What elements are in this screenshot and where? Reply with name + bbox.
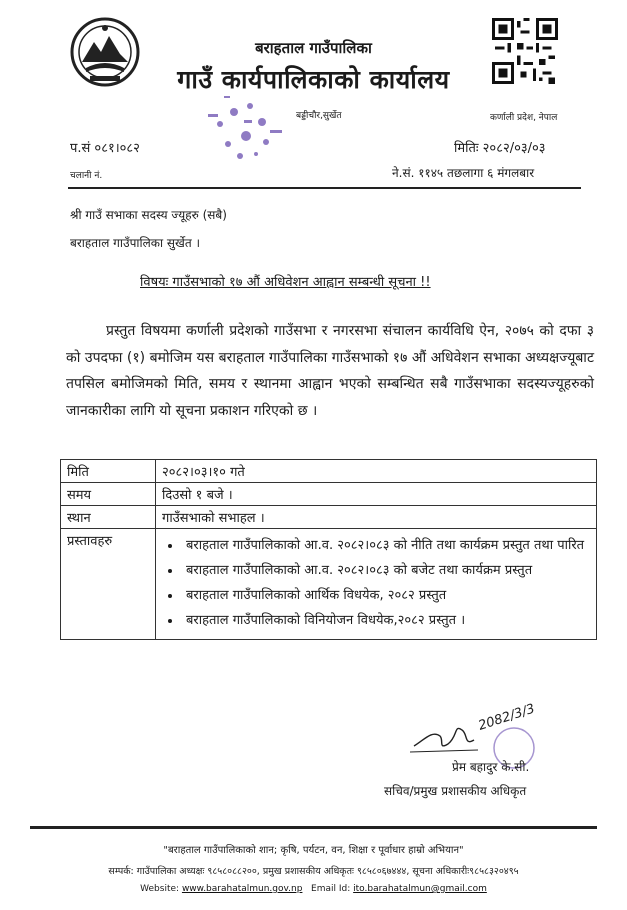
proposals-label: प्रस्तावहरु	[61, 529, 156, 640]
email-link[interactable]: ito.barahatalmun@gmail.com	[353, 884, 487, 894]
signatory-name: प्रेम बहादुर के.सी.	[452, 760, 530, 774]
issue-date: मितिः २०८२/०३/०३	[454, 141, 546, 156]
proposals-cell	[156, 529, 597, 640]
nepal-samvat-date: ने.सं. ११४५ तछलागा ६ मंगलबार	[392, 166, 535, 180]
proposals-list	[162, 533, 590, 633]
list-item: • बराहताल गाउँपालिकाको विनियोजन विधयेक,२०८२ प्रस्तुत ।	[182, 608, 590, 633]
office-title: गाउँ कार्यपालिकाको कार्यालय	[177, 65, 450, 94]
list-item: • बराहताल गाउँपालिकाको आर्थिक विधयेक, २०८२ प्रस्तुत	[182, 583, 590, 608]
list-item: • बराहताल गाउँपालिकाको आ.व. २०८२।०८३ को बजेट तथा कार्यक्रम प्रस्तुत	[182, 558, 590, 583]
signatory-title: सचिव/प्रमुख प्रशासकीय अधिकृत	[384, 784, 527, 798]
email-label: Email Id:	[311, 884, 351, 894]
recipient-line-2: बराहताल गाउँपालिका सुर्खेत ।	[70, 236, 201, 250]
footer-divider	[30, 826, 597, 829]
footer-contact: सम्पर्क: गाउँपालिका अध्यक्षः ९८५८०८८२००, प्रमुख प्रशासकीय अधिकृतः ९८५८०६७४४४, सूचना अधिकारीः९८५८३२०४९५	[108, 866, 519, 877]
details-table	[60, 459, 597, 640]
list-item: • बराहताल गाउँपालिकाको आ.व. २०८२।०८३ को नीति तथा कार्यक्रम प्रस्तुत तथा पारित	[182, 533, 590, 558]
date-label: मिति	[61, 460, 156, 483]
recipient-line-1: श्री गाउँ सभाका सदस्य ज्यूहरु (सबै)	[70, 208, 227, 222]
reference-number: प.सं ०८१।०८२	[70, 141, 140, 156]
table-row	[61, 529, 597, 640]
office-name: बराहताल गाउँपालिका	[255, 39, 372, 57]
venue-label: स्थान	[61, 506, 156, 529]
time-value: दिउसो १ बजे ।	[156, 483, 597, 506]
website-link[interactable]: www.barahatalmun.gov.np	[181, 884, 303, 894]
venue-value: गाउँसभाको सभाहल ।	[156, 506, 597, 529]
table-row	[61, 506, 597, 529]
table-row	[61, 483, 597, 506]
website-label: Website:	[140, 884, 180, 894]
header-divider	[68, 187, 581, 189]
office-province: कर्णाली प्रदेश, नेपाल	[490, 113, 558, 123]
footer-web	[0, 884, 627, 894]
table-row	[61, 460, 597, 483]
date-value: २०८२।०३।१० गते	[156, 460, 597, 483]
footer-motto: "बराहताल गाउँपालिकाको शान; कृषि, पर्यटन, वन, शिक्षा र पूर्वाधार हाम्रो अभियान"	[163, 845, 464, 856]
office-address: बड्डीचौर,सुर्खेत	[296, 111, 342, 121]
notice-body: प्रस्तुत विषयमा कर्णाली प्रदेशको गाउँसभा र नगरसभा संचालन कार्यविधि ऐन, २०७५ को दफा ३ को उपदफा (१) बमोजिम यस बराहताल गाउँपालिका गाउँसभाको १७ औं अधिवेशन सभाका अध्यक्षज्यूबाट तपसिल बमोजिमको मिति, समय र स्थानमा आह्वान भएको सम्बन्धित सबै गाउँसभाका सदस्यज्यूहरुको जानकारीका लागि यो सूचना प्रकाशन गरिएको छ ।	[66, 323, 594, 419]
office-stamp-icon	[200, 84, 290, 170]
signature-handwritten-date: 2082/3/3	[476, 701, 537, 734]
subject-line: विषयः गाउँसभाको १७ औं अधिवेशन आह्वान सम्बन्धी सूचना !!	[140, 275, 431, 290]
time-label: समय	[61, 483, 156, 506]
dispatch-number: चलानी नं.	[70, 171, 103, 181]
